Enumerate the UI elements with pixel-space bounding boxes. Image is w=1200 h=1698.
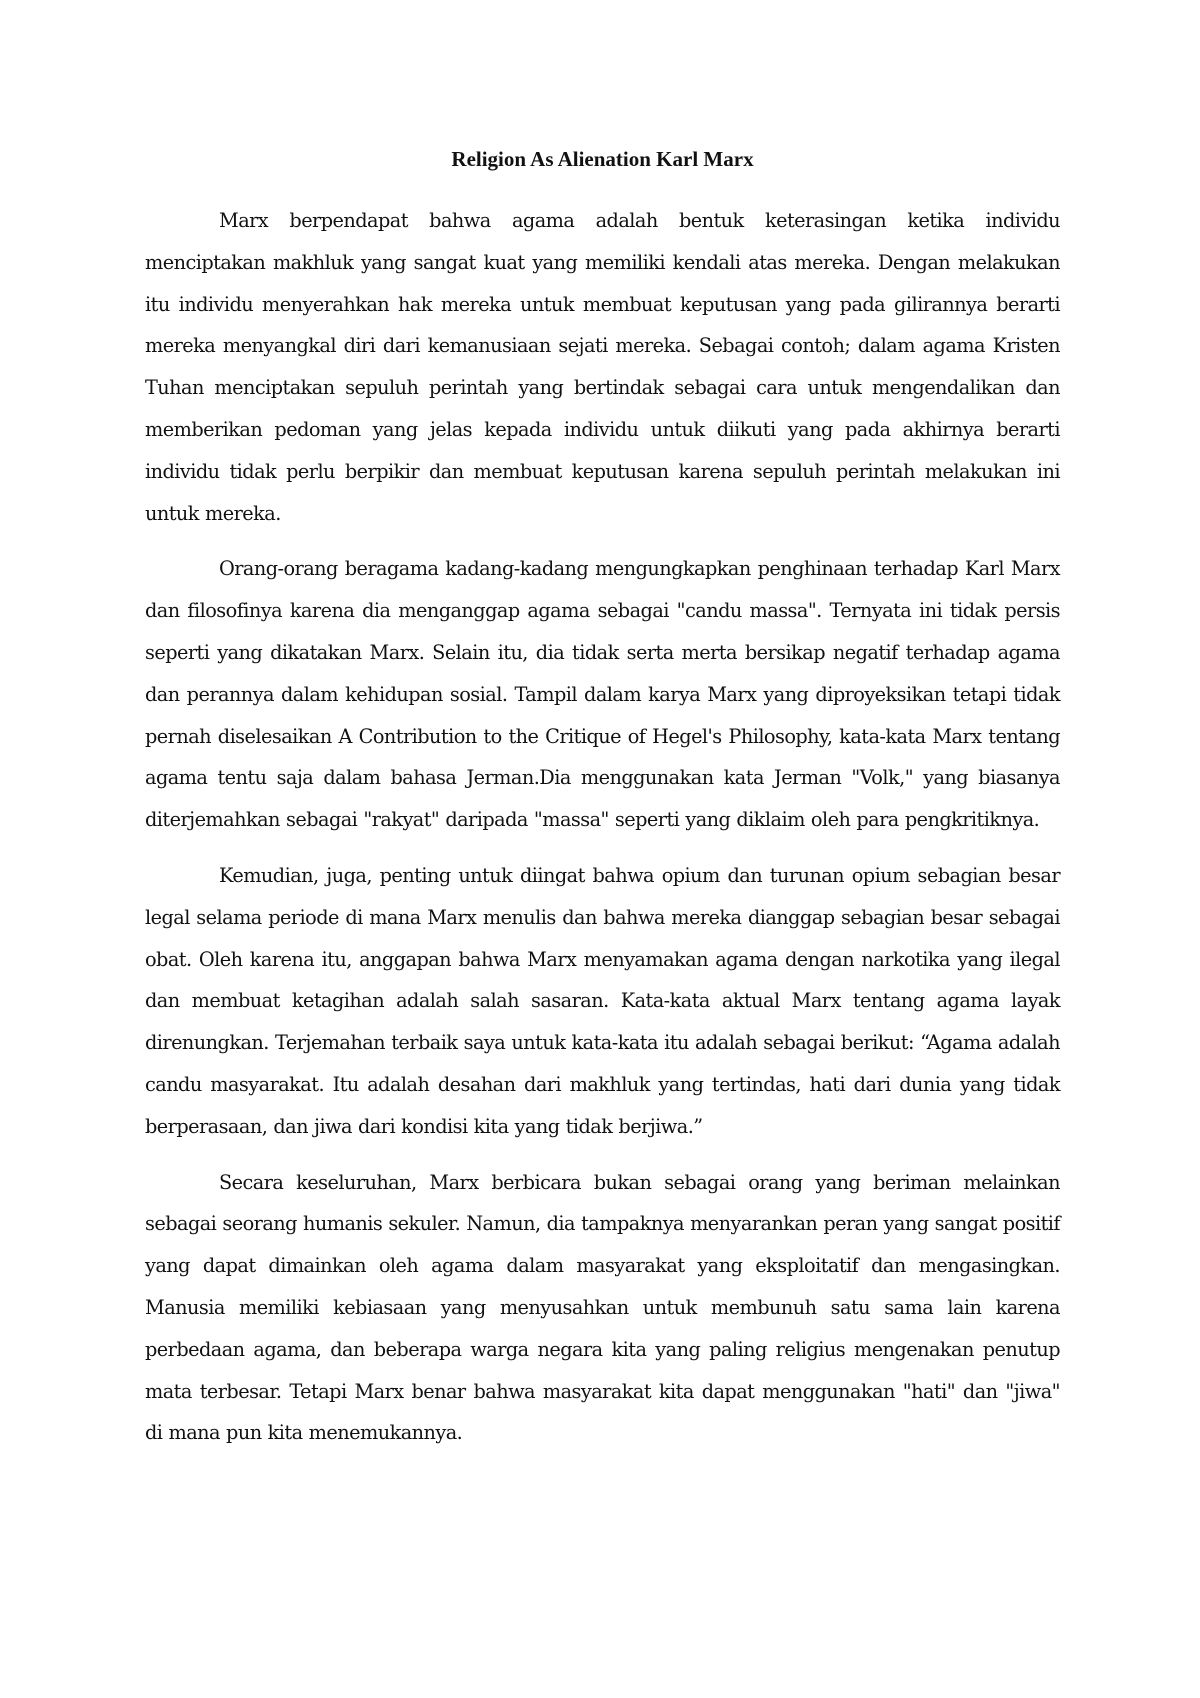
paragraph-4: Secara keseluruhan, Marx berbicara bukan sebagai orang yang beriman melainkan sebagai seorang humanis sekuler. Namun, dia tampaknya menyarankan peran yang sangat positif yang dapat dimainkan oleh agama dalam masyarakat yang eksploitatif dan mengasingkan. Manusia memiliki kebiasaan yang menyusahkan untuk membunuh satu sama lain karena perbedaan agama, dan beberapa warga negara kita yang paling religius mengenakan penutup mata terbesar. Tetapi Marx benar bahwa masyarakat kita dapat menggunakan "hati" dan "jiwa" di mana pun kita menemukannya.: [145, 1170, 1060, 1445]
paragraph-2: Orang-orang beragama kadang-kadang mengungkapkan penghinaan terhadap Karl Marx dan filosofinya karena dia menganggap agama sebagai "candu massa". Ternyata ini tidak persis seperti yang dikatakan Marx. Selain itu, dia tidak serta merta bersikap negatif terhadap agama dan perannya dalam kehidupan sosial. Tampil dalam karya Marx yang diproyeksikan tetapi tidak pernah diselesaikan A Contribution to the Critique of Hegel's Philosophy, kata-kata Marx tentang agama tentu saja dalam bahasa Jerman.Dia menggunakan kata Jerman "Volk," yang biasanya diterjemahkan sebagai "rakyat" daripada "massa" seperti yang diklaim oleh para pengkritiknya.: [145, 557, 1060, 832]
paragraph-1: Marx berpendapat bahwa agama adalah bentuk keterasingan ketika individu menciptakan makhluk yang sangat kuat yang memiliki kendali atas mereka. Dengan melakukan itu individu menyerahkan hak mereka untuk membuat keputusan yang pada gilirannya berarti mereka menyangkal diri dari kemanusiaan sejati mereka. Sebagai contoh; dalam agama Kristen Tuhan menciptakan sepuluh perintah yang bertindak sebagai cara untuk mengendalikan dan memberikan pedoman yang jelas kepada individu untuk diikuti yang pada akhirnya berarti individu tidak perlu berpikir dan membuat keputusan karena sepuluh perintah melakukan ini untuk mereka.: [145, 209, 1060, 525]
paragraph-3: Kemudian, juga, penting untuk diingat bahwa opium dan turunan opium sebagian besar legal selama periode di mana Marx menulis dan bahwa mereka dianggap sebagian besar sebagai obat. Oleh karena itu, anggapan bahwa Marx menyamakan agama dengan narkotika yang ilegal dan membuat ketagihan adalah salah sasaran. Kata-kata aktual Marx tentang agama layak direnungkan. Terjemahan terbaik saya untuk kata-kata itu adalah sebagai berikut: “Agama adalah candu masyarakat. Itu adalah desahan dari makhluk yang tertindas, hati dari dunia yang tidak berperasaan, dan jiwa dari kondisi kita yang tidak berjiwa.”: [145, 863, 1060, 1138]
document-page: [145, 138, 1060, 1468]
document-title: Religion As Alienation Karl Marx: [451, 147, 754, 171]
